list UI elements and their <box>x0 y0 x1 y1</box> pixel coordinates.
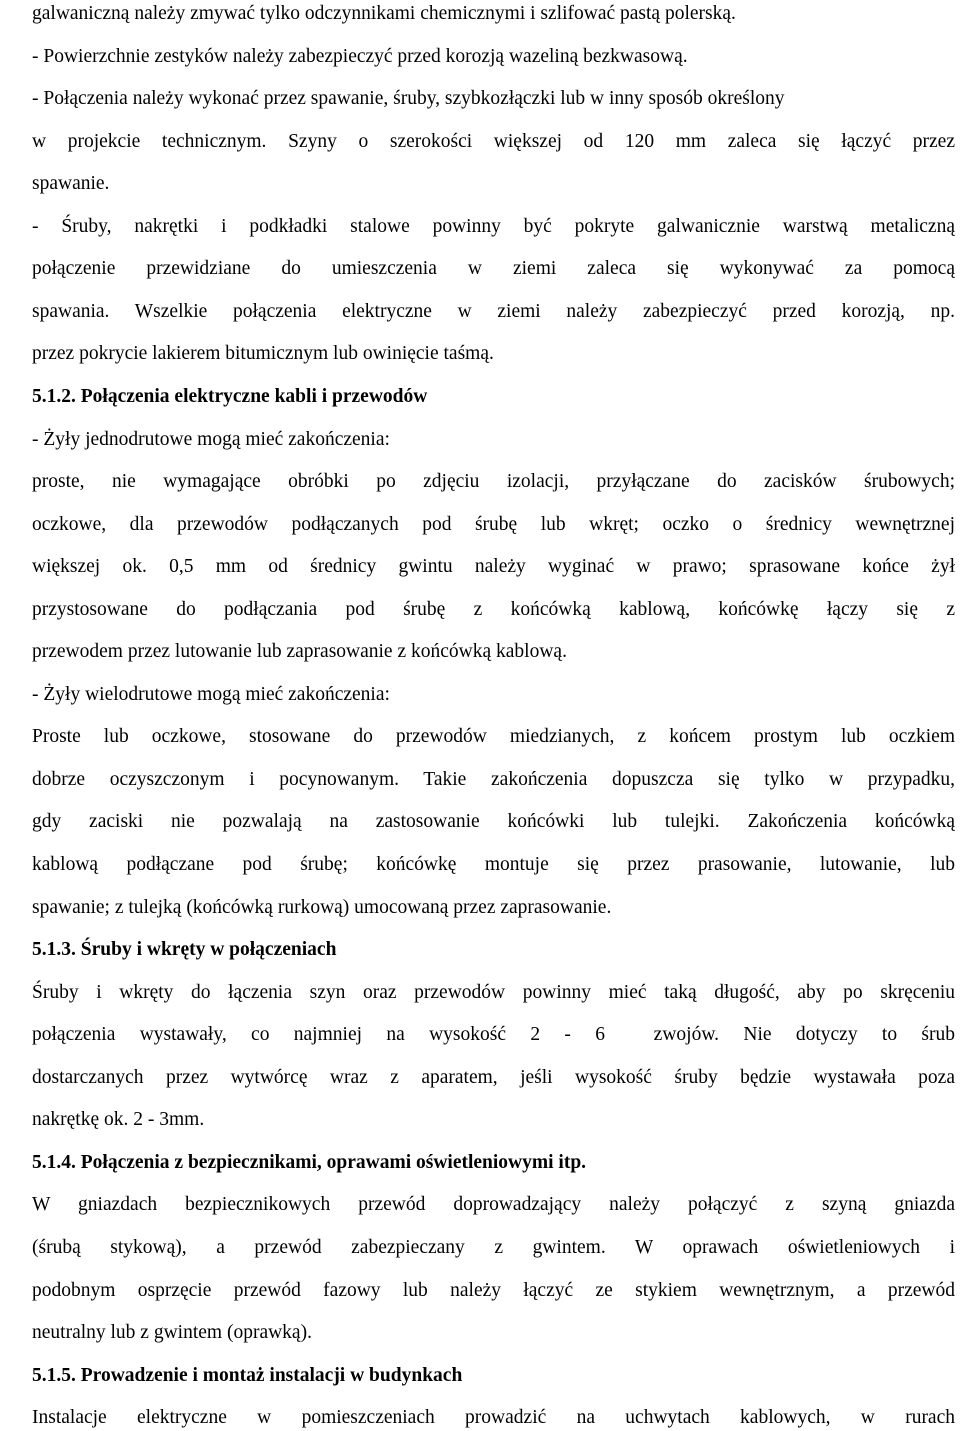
text-line: przewodem przez lutowanie lub zaprasowanie z końcówką kablową. <box>32 641 567 663</box>
text-line: neutralny lub z gwintem (oprawką). <box>32 1322 312 1344</box>
text-line: spawanie; z tulejką (końcówką rurkową) umocowaną przez zaprasowanie. <box>32 896 612 918</box>
text-line: dobrze oczyszczonym i pocynowanym. Takie zakończenia dopuszcza się tylko w przypadku, <box>32 768 955 790</box>
text-line: - Żyły jednodrutowe mogą mieć zakończenia: <box>32 428 390 450</box>
text-line: kablową podłączane pod śrubę; końcówkę montuje się przez prasowanie, lutowanie, lub <box>32 854 955 875</box>
text-line: nakrętkę ok. 2 - 3mm. <box>32 1109 205 1131</box>
text-line: galwaniczną należy zmywać tylko odczynnikami chemicznymi i szlifować pastą polerską. <box>32 3 736 24</box>
text-line: Instalacje elektryczne w pomieszczeniach prowadzić na uchwytach kablowych, w rurach <box>32 1407 955 1429</box>
text-line: - Żyły wielodrutowe mogą mieć zakończenia: <box>32 683 390 705</box>
text-line: w projekcie technicznym. Szyny o szerokości większej od 120 mm zaleca się łączyć przez <box>32 130 955 152</box>
text-line: spawanie. <box>32 173 110 195</box>
text-line: proste, nie wymagające obróbki po zdjęciu izolacji, przyłączane do zacisków śrubowych; <box>32 471 955 493</box>
text-line: dostarczanych przez wytwórcę wraz z aparatem, jeśli wysokość śruby będzie wystawała poza <box>32 1066 955 1088</box>
text-line: gdy zaciski nie pozwalają na zastosowanie końcówki lub tulejki. Zakończenia końcówką <box>32 811 955 833</box>
section-heading: 5.1.4. Połączenia z bezpiecznikami, oprawami oświetleniowymi itp. <box>32 1151 587 1173</box>
text-line: - Powierzchnie zestyków należy zabezpieczyć przed korozją wazeliną bezkwasową. <box>32 45 688 67</box>
text-line: Proste lub oczkowe, stosowane do przewodów miedzianych, z końcem prostym lub oczkiem <box>32 726 955 748</box>
section-heading: 5.1.5. Prowadzenie i montaż instalacji w budynkach <box>32 1364 463 1386</box>
section-heading: 5.1.3. Śruby i wkręty w połączeniach <box>32 939 337 961</box>
text-line: większej ok. 0,5 mm od średnicy gwintu należy wyginać w prawo; sprasowane końce żył <box>32 556 955 578</box>
text-line: połączenia wystawały, co najmniej na wysokość 2 - 6 zwojów. Nie dotyczy to śrub <box>32 1024 955 1046</box>
text-line: przystosowane do podłączania pod śrubę z końcówką kablową, końcówkę łączy się z <box>32 598 955 620</box>
text-line: Śruby i wkręty do łączenia szyn oraz przewodów powinny mieć taką długość, aby po skręceniu <box>32 981 955 1003</box>
text-line: (śrubą stykową), a przewód zabezpieczany z gwintem. W oprawach oświetleniowych i <box>32 1236 955 1258</box>
text-line: - Połączenia należy wykonać przez spawanie, śruby, szybkozłączki lub w inny sposób określony <box>32 88 785 110</box>
section-heading: 5.1.2. Połączenia elektryczne kabli i przewodów <box>32 385 428 407</box>
text-line: - Śruby, nakrętki i podkładki stalowe powinny być pokryte galwanicznie warstwą metaliczną <box>32 215 955 237</box>
text-line: podobnym osprzęcie przewód fazowy lub należy łączyć ze stykiem wewnętrznym, a przewód <box>32 1279 955 1301</box>
text-line: oczkowe, dla przewodów podłączanych pod śrubę lub wkręt; oczko o średnicy wewnętrznej <box>32 513 955 535</box>
text-line: W gniazdach bezpiecznikowych przewód doprowadzający należy połączyć z szyną gniazda <box>32 1194 955 1216</box>
text-line: przez pokrycie lakierem bitumicznym lub owinięcie taśmą. <box>32 343 494 365</box>
text-line: spawania. Wszelkie połączenia elektryczne w ziemi należy zabezpieczyć przed korozją, np. <box>32 300 955 322</box>
text-line: połączenie przewidziane do umieszczenia w ziemi zaleca się wykonywać za pomocą <box>32 258 955 280</box>
